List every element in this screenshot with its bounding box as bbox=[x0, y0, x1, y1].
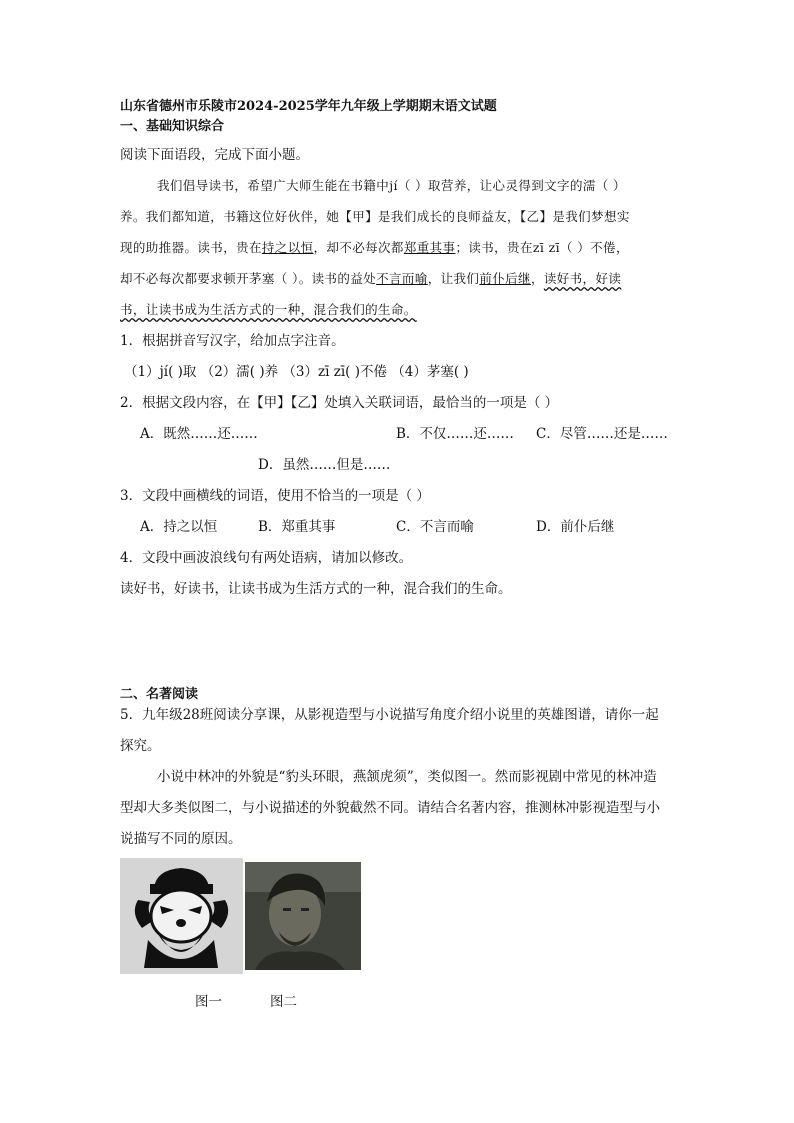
option-3c: C．不言而喻 bbox=[396, 519, 474, 535]
opera-mask-illustration bbox=[120, 858, 243, 974]
question-5-para-1: 小说中林冲的外貌是“豹头环眼，燕颔虎须”，类似图一。然而影视剧中常见的林冲造 bbox=[157, 769, 657, 785]
option-2b: B．不仅……还…… bbox=[396, 426, 514, 442]
section-heading-basics: 一、基础知识综合 bbox=[120, 119, 225, 134]
passage-text: ；读书，贵在zī zī（ ）不倦， bbox=[455, 240, 629, 255]
underlined-term: 不言而喻 bbox=[376, 271, 428, 286]
passage-text: 却不必每次都要求顿开茅塞（ ）。读书的益处 bbox=[120, 271, 377, 286]
option-2d: D．虽然……但是…… bbox=[258, 457, 391, 473]
question-2: 2．根据文段内容，在【甲】【乙】处填入关联词语，最恰当的一项是（ ） bbox=[120, 395, 559, 411]
question-1-items: （1）jí( )取 （2）濡( )养 （3）zī zī( )不倦 （4）茅塞( ) bbox=[124, 364, 469, 380]
passage-line-4 bbox=[120, 270, 621, 288]
passage-text: ， bbox=[530, 271, 544, 286]
reading-instruction: 阅读下面语段，完成下面小题。 bbox=[120, 147, 309, 163]
passage-line-5 bbox=[120, 301, 417, 319]
film-actor-portrait bbox=[245, 862, 361, 970]
option-3d: D．前仆后继 bbox=[536, 519, 615, 535]
passage-text: ，让我们 bbox=[427, 271, 480, 286]
question-3: 3．文段中画横线的词语，使用不恰当的一项是（ ） bbox=[120, 488, 430, 504]
wavy-sentence: 书，让读书成为生活方式的一种，混合我们的生命。 bbox=[120, 302, 417, 317]
question-4: 4．文段中画波浪线句有两处语病，请加以修改。 bbox=[120, 550, 413, 566]
wavy-sentence: 读好书，好读 bbox=[543, 271, 622, 286]
passage-text: ，却不必每次都 bbox=[313, 240, 404, 255]
question-5-para-2: 型却大多类似图二，与小说描述的外貌截然不同。请结合名著内容，推测林冲影视造型与小 bbox=[120, 800, 660, 816]
figure-1-opera-mask-image bbox=[120, 858, 243, 974]
passage-line-2: 养。我们都知道，书籍这位好伙伴，她【甲】是我们成长的良师益友，【乙】是我们梦想实 bbox=[120, 209, 630, 224]
question-1: 1．根据拼音写汉字，给加点字注音。 bbox=[120, 333, 345, 349]
question-5-line-2: 探究。 bbox=[120, 738, 161, 754]
figure-2-caption: 图二 bbox=[270, 994, 297, 1010]
figure-2-film-still-image bbox=[245, 862, 361, 970]
underlined-term: 郑重其事 bbox=[403, 240, 456, 255]
option-2c: C．尽管……还是…… bbox=[536, 426, 668, 442]
option-3a: A．持之以恒 bbox=[140, 519, 218, 535]
passage-text: 现的助推器。读书，贵在 bbox=[120, 240, 262, 255]
section-heading-classics: 二、名著阅读 bbox=[120, 687, 199, 702]
passage-line-3 bbox=[120, 239, 629, 257]
figure-1-caption: 图一 bbox=[195, 994, 222, 1010]
option-3b: B．郑重其事 bbox=[258, 519, 336, 535]
question-5-line-1: 5．九年级28班阅读分享课，从影视造型与小说描写角度介绍小说里的英雄图谱，请你一起 bbox=[120, 707, 659, 723]
underlined-term: 持之以恒 bbox=[261, 240, 314, 255]
question-4-sentence: 读好书，好读书，让读书成为生活方式的一种，混合我们的生命。 bbox=[120, 581, 512, 597]
underlined-term: 前仆后继 bbox=[479, 271, 531, 286]
document-title: 山东省德州市乐陵市2024-2025学年九年级上学期期末语文试题 bbox=[120, 99, 497, 114]
option-2a: A．既然……还…… bbox=[140, 426, 258, 442]
passage-line-1: 我们倡导读书，希望广大师生能在书籍中jí（ ）取营养，让心灵得到文字的濡（ ） bbox=[157, 178, 626, 193]
question-5-para-3: 说描写不同的原因。 bbox=[120, 831, 242, 847]
